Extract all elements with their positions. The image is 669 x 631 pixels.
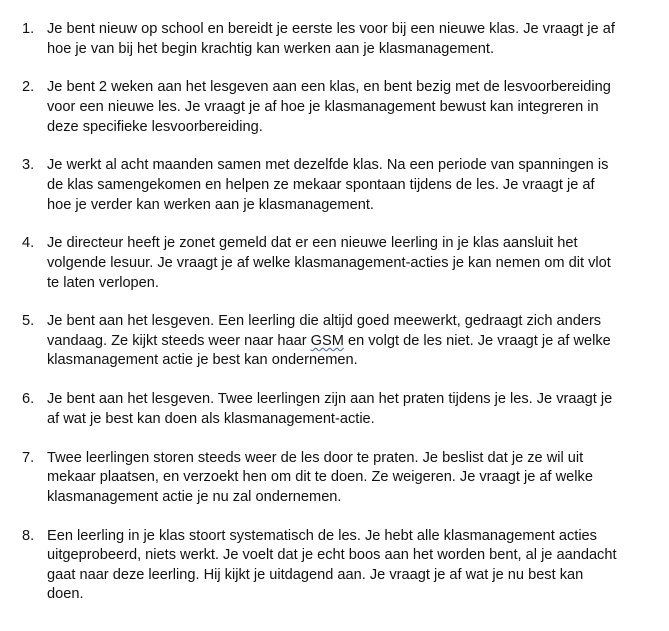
list-item [0,390,669,429]
spellcheck-flagged-word[interactable]: GSM [310,332,344,349]
item-text: Je bent nieuw op school en bereidt je eerste les voor bij een nieuwe klas. Je vraagt je af hoe je van bij het begin krachtig kan werken aan je klasmanagement. [47,21,615,57]
item-text: Je bent aan het lesgeven. Twee leerlingen zijn aan het praten tijdens je les. Je vraagt je af wat je best kan doen als klasmanagement-actie. [47,391,613,427]
item-text-after: en volgt de les niet. Je vraagt je af welke klasmanagement actie je best kan ondernemen. [47,332,611,369]
list-item [0,234,669,293]
item-number: 2. [22,79,35,96]
list-item [0,527,669,605]
item-text: Je bent 2 weken aan het lesgeven aan een klas, en bent bezig met de lesvoorbereiding voor een nieuwe les. Je vraagt je af hoe je klasmanagement bewust kan integreren in deze specifieke lesvoorbereiding. [47,79,611,135]
item-text: Een leerling in je klas stoort systematisch de les. Je hebt alle klasmanagement acties uitgeprobeerd, niets werkt. Je voelt dat je echt boos aan het worden bent, al je aandacht gaat naar deze leerling. Hij kijkt je uitdagend aan. Je vraagt je af wat je nu best kan doen. [47,527,617,603]
numbered-list [0,20,669,624]
list-item [0,449,669,508]
list-item [0,312,669,371]
item-number: 5. [22,313,35,330]
item-number: 6. [22,391,35,408]
list-item [0,78,669,137]
item-number: 1. [22,21,35,37]
list-item [0,20,669,59]
item-number: 4. [22,235,35,252]
item-text [47,312,617,371]
item-text: Je directeur heeft je zonet gemeld dat er een nieuwe leerling in je klas aansluit het volgende lesuur. Je vraagt je af welke klasmanagement-acties je kan nemen om dit vlot te laten verlopen. [47,235,611,291]
item-text: Twee leerlingen storen steeds weer de les door te praten. Je beslist dat je ze wil uit mekaar plaatsen, en verzoekt hen om dit te doen. Ze weigeren. Je vraagt je af welke klasmanagement actie je nu zal ondernemen. [47,449,593,505]
item-text: Je werkt al acht maanden samen met dezelfde klas. Na een periode van spanningen is de klas samengekomen en helpen ze mekaar spontaan tijdens de les. Je vraagt je af hoe je verder kan werken aan je klasmanagement. [47,157,609,213]
item-number: 7. [22,449,35,466]
item-text-before: Je bent aan het lesgeven. Een leerling die altijd goed meewerkt, gedraagt zich anders vandaag. Ze kijkt steeds weer naar haar [47,313,602,349]
item-number: 3. [22,157,35,174]
item-number: 8. [22,527,35,544]
list-item [0,156,669,215]
